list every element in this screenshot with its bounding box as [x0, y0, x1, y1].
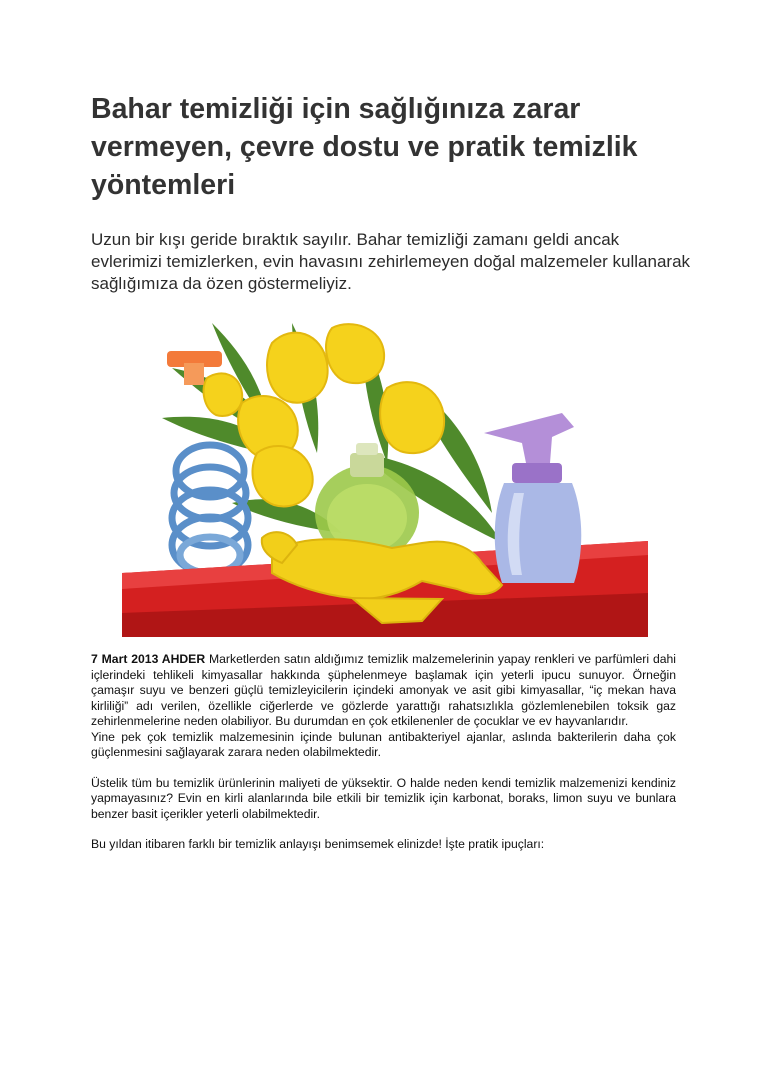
article-title: Bahar temizliği için sağlığınıza zarar vermeyen, çevre dostu ve pratik temizlik yöntemleri	[91, 93, 638, 201]
article-dateline: 7 Mart 2013 AHDER	[91, 652, 206, 666]
paragraph-2: Yine pek çok temizlik malzemesinin içinde bulunan antibakteriyel ajanlar, aslında bakterilerin daha çok güçlenmesini sağlayarak zarara neden olabilmektedir.	[91, 729, 676, 759]
paragraph-1: Marketlerden satın aldığımız temizlik malzemelerinin yapay renkleri ve parfümleri dahi içlerindeki tehlikeli kimyasallar hakkında şüphelenmeye başlamak için yeterli ipucu sunuyor. Örneğin çamaşır suyu ve benzeri güçlü temizleyicilerin içindeki amonyak ve asit gibi kimyasallar, “iç mekan hava kirliliği” adı verilen, özellikle ciğerlerde ve gözlerde yarattığı rahatsızlıkla gözlemlenebilen toksik gaz zehirlenmelerine neden olabiliyor. Bu durumdan en çok etkilenenler de çocuklar ve ev hayvanlarıdır.	[91, 652, 676, 728]
purple-spray-bottle	[484, 413, 581, 583]
paragraph-3: Üstelik tüm bu temizlik ürünlerinin maliyeti de yüksektir. O halde neden kendi temizlik malzemenizi kendiniz yapmayasınız? Evin en kirli alanlarında bile etkili bir temizlik için karbonat, boraks, limon suyu ve bunlara benzer basit içerikler yeterli olabilmektedir.	[91, 775, 676, 821]
cleaning-supplies-image	[122, 323, 648, 637]
article-body	[91, 652, 676, 853]
paragraph-4: Bu yıldan itibaren farklı bir temizlik anlayışı benimsemek elinizde! İşte pratik ipuçları:	[91, 837, 545, 851]
article-intro: Uzun bir kışı geride bıraktık sayılır. Bahar temizliği zamanı geldi ancak evlerimizi temizlerken, evin havasını zehirlemeyen doğal malzemeler kullanarak sağlığımıza da özen göstermeliyiz.	[91, 230, 691, 293]
rope-coil	[172, 445, 248, 573]
